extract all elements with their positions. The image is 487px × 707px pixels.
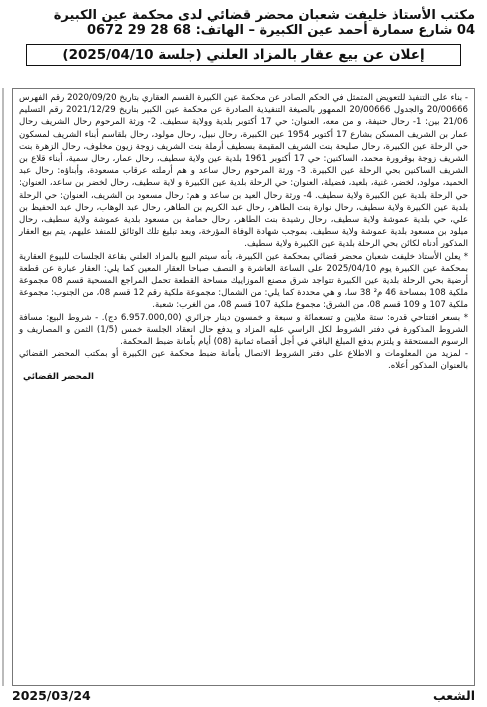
footer: [12, 687, 475, 703]
margin-line: [2, 88, 4, 686]
publication-date: 2025/03/24: [12, 687, 91, 703]
body-paragraph-price-conditions: * بسعر افتتاحي قدره: ستة ملايين و تسعمائة و سبعة و خمسون دينار جزائري (6.957.000,00 دج). - شروط البيع: مسافة الشروط المذكورة في دفتر الشروط لكل الراسي عليه المزاد و يدفع حال انعقاد الجلسة خمس (1/5) الثمن و المصاريف و الرسوم المستحقة و يلتزم بدفع المبلغ الباقي في أجل أقصاه ثمانية (08) أيام بأمانة ضبط المحكمة.: [19, 312, 469, 348]
announcement-body-frame: [12, 88, 475, 686]
office-address-phone: 04 شارع سمارة أحمد عين الكبيرة – الهاتف: 68 28 29 0672: [86, 23, 475, 39]
office-name: مكتب الأستاذ خليفت شعبان محضر قضائي لدى محكمة عين الكبيرة: [53, 8, 475, 23]
announcement-body: [13, 89, 474, 373]
publication-name: الشعب: [433, 687, 475, 703]
body-paragraph-parties: - بناء على التنفيذ للتعويض المتمثل في الحكم الصادر عن محكمة عين الكبيرة القسم العقاري بتاريخ 2020/09/20 رقم الفهرس 20/00666 والجدول 20/00666 الممهور بالصيغة التنفيذية الصادرة عن محكمة عين الكبير بتاريخ 2021/12/29 رقم التسليم 21/06 بين: 1- رحال حنيفة، و من معه، العنوان: حي 17 أكتوبر بلدية وولاية سطيف. 2- ورثة المرحوم رحال الشريف رحال عمار بن الشريف المسكن بشارع 17 أكتوبر 1954 عين الكبيرة، رحال نبيل، رحال مولود، رحال بلقاسم أبناء الشريف لمسكون حي الرحلة عين الكبيرة، رحال صليحة بنت الشريف المقيمة بسطيف أرملة بنت الشريف زوجة زيون مخلوف، رحال الزهرة بنت الشريف زوجة بوقرورة محمد، الساكنين: حي 17 أكتوبر 1961 بلدية عين ولاية سطيف، رحال عمار، رحال سمية، أبناء قلاع بن الشريف الساكنين بحي الرحلة عين الكبيرة. 3- ورثة المرحوم رحال ساعد و هم أرملته عرقاب مسعودة، وأبناؤه: رحال عبد الحميد، مولود، لخضر، غنية، بلعيد، فضيلة، العنوان: حي الرحلة بلدية عين الكبيرة و لاية سطيف، رحال لخضر بن ساعد، العنوان: حي الرحلة بلدية عين الكبيرة ولاية سطيف. 4- ورثة رحال العيد بن ساعد و هم: رحال مسعود بن الشريف، العنوان: حي الرحلة بلدية عين الكبيرة ولاية سطيف، رحال نوارة بنت الطاهر، رحال عبد الكريم بن الطاهر، رحال عبد الوهاب، رحال عبد الحفيظ بن علي، حي بلدية عموشة ولاية سطيف، رحال رشيدة بنت الطاهر، رحال حمامة بن مسعود بلدية عموشة ولاية سطيف، رحال ميلود بن مسعود بلدية عموشة ولاية سطيف. بموجب شهادة الوفاة المؤرخة، وبعد تبليغ تلك الوثائق للمنفذ عليهم، يتم بيع العقار المذكور أدناه لكائن بحي الرحلة بلدية عين الكبيرة ولاية سطيف.: [19, 93, 469, 250]
body-paragraph-contact: - لمزيد من المعلومات و الاطلاع على دفتر الشروط الاتصال بأمانة ضبط محكمة عين الكبيرة أو بمكتب المحضر القضائي بالعنوان المذكور أعلاه.: [19, 349, 468, 372]
body-paragraph-property: * يعلن الأستاذ خليفت شعبان محضر قضائي بمحكمة عين الكبيرة، بأنه سيتم البيع بالمزاد العلني بقاعة الجلسات للبيوع العقارية بمحكمة عين الكبيرة يوم 2025/04/10 على الساعة العاشرة و النصف صباحا العقار المعين كما يلي: العقار عبارة عن قطعة أرضية بحي الرحلة بلدية عين الكبيرة تتواجد شرق مصنع الموزاييك مساحة القطعة تحمل المراجع المسحية قسم 08 مجموعة ملكية 108 بمساحة 46 م² 38 سا، و هي محددة كما يلي: من الشمال: مجموعة ملكية رقم 12 قسم 08، من الجنوب: مجموعة ملكية 107 و 109 قسم 08، من الشرق: مجموع ملكية 107 قسم 08، من الغرب: شعبة.: [19, 251, 469, 311]
signature: المحضر القضائي: [23, 371, 94, 382]
announcement-title: إعلان عن بيع عقار بالمزاد العلني (جلسة 2025/04/10): [26, 44, 461, 66]
